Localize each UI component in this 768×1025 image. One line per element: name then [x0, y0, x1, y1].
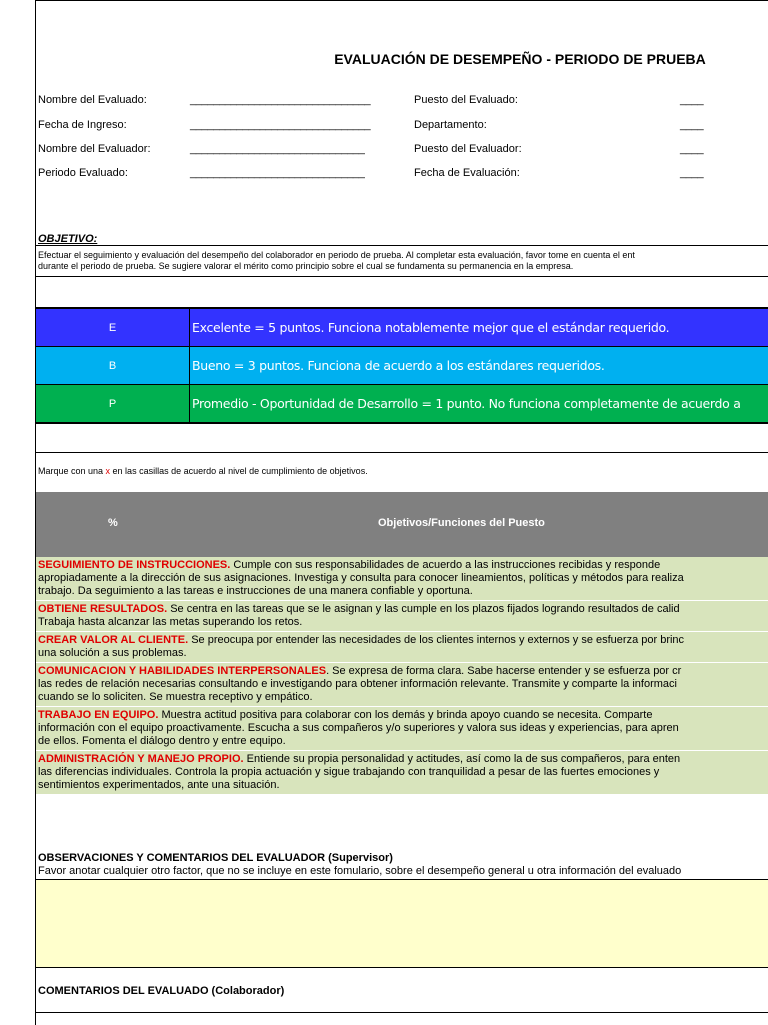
- objective-divider: [36, 245, 768, 246]
- item-text: apropiadamente a la dirección de sus asignaciones. Investiga y consulta para conocer lineamientos, políticas y métodos para realiza: [38, 572, 684, 584]
- item-title: COMUNICACION Y HABILIDADES INTERPERSONALES: [38, 665, 327, 677]
- table-header: [36, 492, 768, 557]
- item-title: ADMINISTRACIÓN Y MANEJO PROPIO.: [38, 753, 244, 765]
- input-departamento[interactable]: ____: [680, 119, 704, 131]
- legend-code: P: [36, 385, 190, 422]
- item-text: Entiende su propia personalidad y actitudes, así como la de sus compañeros, para enten: [243, 753, 681, 765]
- header-objectives: Objetivos/Funciones del Puesto: [378, 517, 545, 529]
- input-puesto-evaluador[interactable]: ____: [680, 143, 704, 155]
- item-text: una solución a sus problemas.: [38, 647, 187, 659]
- input-evaluador-nombre[interactable]: ______________________________: [190, 143, 365, 155]
- legend-code: E: [36, 309, 190, 346]
- list-item: [36, 707, 768, 751]
- instruction-before: Marque con una: [38, 466, 106, 476]
- label-evaluador-nombre: Nombre del Evaluador:: [38, 143, 151, 155]
- instruction-text: [38, 466, 368, 476]
- input-periodo-evaluado[interactable]: ______________________________: [190, 167, 365, 179]
- input-fecha-ingreso[interactable]: _______________________________: [190, 119, 371, 131]
- divider: [36, 276, 768, 277]
- item-text: Cumple con sus responsabilidades de acuerdo a las instrucciones recibidas y responde: [230, 559, 661, 571]
- list-item: [36, 557, 768, 601]
- list-item: [36, 663, 768, 707]
- list-item: [36, 601, 768, 632]
- objectives-list: [36, 557, 768, 795]
- objective-label: OBJETIVO:: [38, 233, 98, 245]
- instruction-mark: x: [105, 466, 111, 476]
- objective-line: Efectuar el seguimiento y evaluación del desempeño del colaborador en periodo de prueba. Al completar esta evaluación, favor tome en cuenta el ent: [38, 250, 635, 260]
- legend-description: Excelente = 5 puntos. Funciona notablemente mejor que el estándar requerido.: [190, 309, 768, 346]
- observations-instructions: Favor anotar cualquier otro factor, que no se incluye en este fomulario, sobre el desempeño general u otra información del evaluado: [38, 865, 682, 877]
- label-periodo-evaluado: Periodo Evaluado:: [38, 167, 128, 179]
- label-fecha-ingreso: Fecha de Ingreso:: [38, 119, 127, 131]
- label-evaluado-nombre: Nombre del Evaluado:: [38, 94, 147, 106]
- item-text: trabajo. Da seguimiento a las tareas e instrucciones de una manera confiable y oportuna.: [38, 585, 473, 597]
- item-text: . Se expresa de forma clara. Sabe hacerse entender y se esfuerza por cr: [326, 665, 682, 677]
- comments-title: COMENTARIOS DEL EVALUADO (Colaborador): [38, 985, 285, 997]
- objective-line: durante el periodo de prueba. Se sugiere valorar el mérito como principio sobre el cual se fundamenta su permanencia en la empresa.: [38, 261, 574, 271]
- label-departamento: Departamento:: [414, 119, 487, 131]
- header-percent: %: [108, 517, 118, 529]
- legend-description: Promedio - Oportunidad de Desarrollo = 1 punto. No funciona completamente de acuerdo a: [190, 385, 768, 422]
- legend-row-bueno: [36, 347, 768, 385]
- item-text: Se preocupa por entender las necesidades de los clientes internos y externos y se esfuerza por brinc: [188, 634, 685, 646]
- rating-legend: [36, 307, 768, 424]
- objective-text: [38, 250, 768, 272]
- list-item: [36, 632, 768, 663]
- divider: [36, 1012, 768, 1013]
- label-fecha-evaluacion: Fecha de Evaluación:: [414, 167, 520, 179]
- item-text: cuando se lo soliciten. Se muestra receptivo y empático.: [38, 691, 313, 703]
- observations-title: OBSERVACIONES Y COMENTARIOS DEL EVALUADOR (Supervisor): [38, 852, 393, 864]
- instruction-after: en las casillas de acuerdo al nivel de cumplimiento de objetivos.: [110, 466, 368, 476]
- legend-row-excelente: [36, 309, 768, 347]
- label-puesto-evaluado: Puesto del Evaluado:: [414, 94, 518, 106]
- legend-code: B: [36, 347, 190, 384]
- item-text: Trabaja hasta alcanzar las metas superando los retos.: [38, 616, 303, 628]
- item-text: las redes de relación necesarias consultando e investigando para obtener información relevante. Transmite y comparte la informaci: [38, 678, 677, 690]
- item-text: información con el equipo proactivamente. Escucha a sus compañeros y/o superiores y valora sus ideas y experiencias, para apren: [38, 722, 679, 734]
- item-text: sentimientos experimentados, ante una situación.: [38, 779, 280, 791]
- item-text: Se centra en las tareas que se le asignan y las cumple en los plazos fijados logrando resultados de calid: [167, 603, 680, 615]
- list-item: [36, 751, 768, 795]
- item-title: SEGUIMIENTO DE INSTRUCCIONES.: [38, 559, 231, 571]
- form-title: EVALUACIÓN DE DESEMPEÑO - PERIODO DE PRUEBA: [334, 51, 706, 67]
- item-text: las diferencias individuales. Controla la propia actuación y sigue trabajando con tranquilidad a pesar de las fuertes emociones y: [38, 766, 660, 778]
- item-text: Muestra actitud positiva para colaborar con los demás y brinda apoyo cuando se necesita. Comparte: [158, 709, 653, 721]
- observations-input[interactable]: [36, 879, 768, 968]
- item-text: de ellos. Fomenta el diálogo dentro y entre equipo.: [38, 735, 286, 747]
- divider: [36, 452, 768, 453]
- item-title: TRABAJO EN EQUIPO.: [38, 709, 159, 721]
- input-evaluado-nombre[interactable]: _______________________________: [190, 94, 371, 106]
- input-puesto-evaluado[interactable]: ____: [680, 94, 704, 106]
- legend-description: Bueno = 3 puntos. Funciona de acuerdo a los estándares requeridos.: [190, 347, 768, 384]
- legend-row-promedio: [36, 385, 768, 422]
- evaluation-form: [35, 0, 768, 1025]
- input-fecha-evaluacion[interactable]: ____: [680, 167, 704, 179]
- item-title: CREAR VALOR AL CLIENTE.: [38, 634, 189, 646]
- item-title: OBTIENE RESULTADOS.: [38, 603, 168, 615]
- label-puesto-evaluador: Puesto del Evaluador:: [414, 143, 522, 155]
